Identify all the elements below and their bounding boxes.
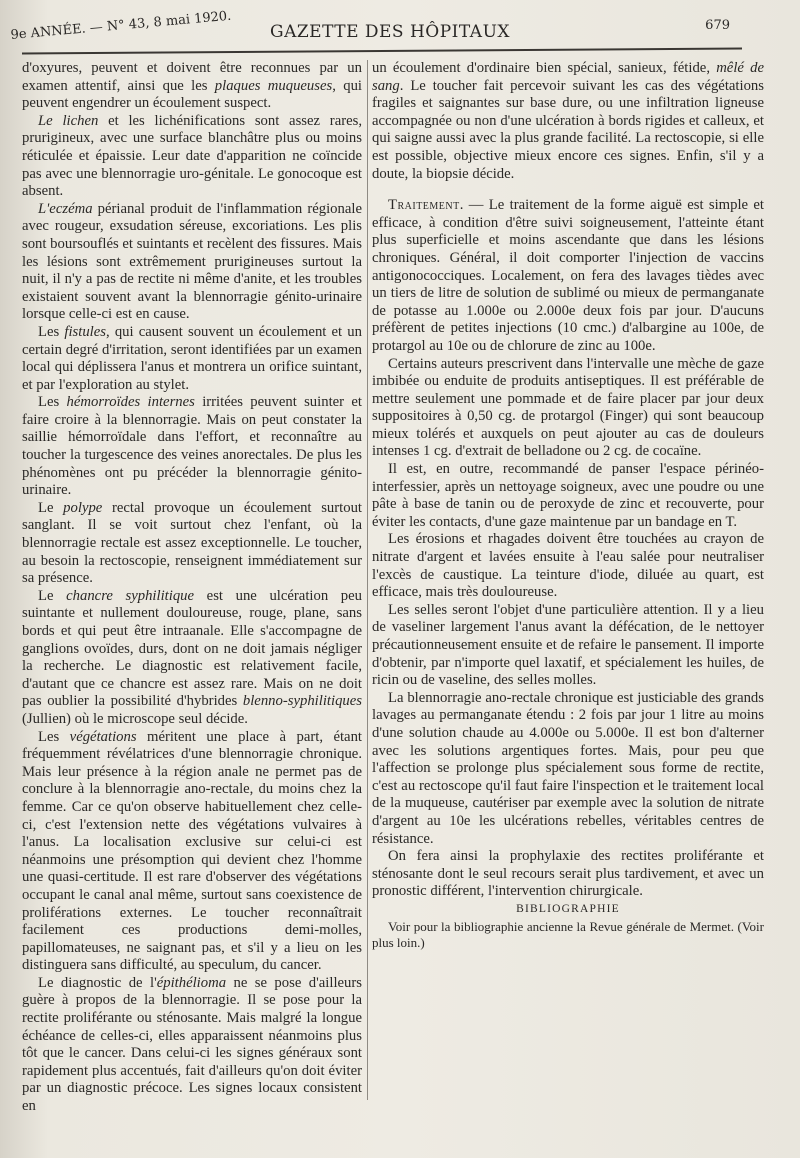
paragraph: Certains auteurs prescrivent dans l'intervalle une mèche de gaze imbibée ou enduite de produits antiseptiques. Il est préférable de mettre seulement une pommade et de faire placer par jour deux suppositoires à 0,50 cg. de protargol (Finger) qui sont beaucoup mieux tolérés et auxquels on peut ajouter au cas de douleurs intenses 1 cg. d'extrait de belladone ou 2 cg. de cocaïne. <box>372 355 764 460</box>
header-rule <box>22 47 742 54</box>
column-divider <box>367 60 368 1100</box>
paragraph: un écoulement d'ordinaire bien spécial, sanieux, fétide, mêlé de sang. Le toucher fait percevoir suivant les cas des végétations fragiles et saignantes sur base dure, ou une infiltration ligneuse accompagnée ou non d'une ulcération à bords rigides et calleux, et qui saigne aussi avec la plus grande facilité. La rectoscopie, si elle est possible, objective mieux encore ces signes. Enfin, s'il y a doute, la biopsie décide. <box>372 60 764 182</box>
paragraph: Les végétations méritent une place à part, étant fréquemment révélatrices d'une blennorragie chronique. Mais leur présence à la région anale ne permet pas de conclure à la blennorragie ano-rectale, du moins chez la femme. Car ce qu'on observe habituellement chez celle-ci, c'est l'extension nette des végétations vulvaires à l'anus. La localisation exclusive sur celui-ci est néanmoins une présomption qui devient chez l'homme une quasi-certitude. Il est rare d'observer des végétations occupant le canal anal même, surtout sans coexistence de proliférations externes. Le toucher reconnaîtrait facilement ces productions demi-molles, papillomateuses, ne saignant pas, et s'il y a lieu on les distinguera sans difficulté, au speculum, du cancer. <box>22 728 362 974</box>
paragraph: Traitement. — Le traitement de la forme aiguë est simple et efficace, à condition d'être suivi soigneusement, l'atteinte étant plus superficielle et moins ascendante que dans les lésions chroniques. Général, il doit comporter l'injection de vaccins antigonococciques. Localement, on fera des lavages tièdes avec un tiers de litre de solution de sublimé ou mieux de permanganate de potasse au 1.000e ou 2.000e deux fois par jour. D'aucuns préfèrent de petites injections (10 cmc.) d'albargine au 100e, de protargol au 10e ou de chlorure de zinc au 100e. <box>372 197 764 354</box>
paragraph: Les hémorroïdes internes irritées peuvent suinter et faire croire à la blennorragie. Mais on peut constater la saillie hémorroïdale dans l'effort, et reconnaître au toucher la turgescence des veines anorectales. De plus les phénomènes ont pu précéder la blennorragie génito-urinaire. <box>22 394 362 499</box>
page-header <box>0 8 800 48</box>
right-column-body <box>372 60 764 901</box>
paragraph: On fera ainsi la prophylaxie des rectites proliférante et sténosante dont le seul recours serait plus tardivement, et avec un pronostic différent, l'intervention chirurgicale. <box>372 848 764 900</box>
paragraph: d'oxyures, peuvent et doivent être reconnues par un examen attentif, ainsi que les plaques muqueuses, qui peuvent engendrer un écoulement suspect. <box>22 60 362 112</box>
paragraph: Les selles seront l'objet d'une particulière attention. Il y a lieu de vaseliner largement l'anus avant la défécation, de le nettoyer précautionneusement ensuite et de refaire le pansement. Il importe d'obtenir, par n'importe quel laxatif, et spécialement les huiles, de ricin ou de vaseline, des selles molles. <box>372 601 764 689</box>
page-number: 679 <box>705 18 730 33</box>
bibliography-title: BIBLIOGRAPHIE <box>516 902 620 915</box>
right-column <box>372 60 764 951</box>
paragraph: Le lichen et les lichénifications sont assez rares, prurigineux, avec une surface blanchâtre plus ou moins réticulée et épaissie. Leur date d'apparition ne coïncide pas avec une blennorragie uro-génitale. Le gonocoque est absent. <box>22 112 363 200</box>
paragraph: Le diagnostic de l'épithélioma ne se pose d'ailleurs guère à propos de la blennorragie. Il se pose pour la rectite proliférante ou sténosante. Mais malgré la longue échéance de celles-ci, elles apparaissent néanmoins plus tôt que le cancer. Dans celui-ci les signes généraux sont rapidement plus accentués, fait d'ailleurs qu'on doit éviter par un diagnostic précoce. Les signes locaux consistent en <box>22 974 362 1115</box>
paragraph: Les érosions et rhagades doivent être touchées au crayon de nitrate d'argent et lavées ensuite à l'eau salée pour neutraliser l'excès de caustique. La teinture d'iode, diluée au quart, est efficace, mais très douloureuse. <box>372 531 764 601</box>
journal-title: GAZETTE DES HÔPITAUX <box>270 22 511 42</box>
paragraph: Il est, en outre, recommandé de panser l'espace périnéo-interfessier, après un nettoyage soigneux, avec une poudre ou une pâte à base de tanin ou de peroxyde de zinc et recouverte, pour éviter les contacts, d'une gaze maintenue par un bandage en T. <box>372 461 764 530</box>
paragraph: Les fistules, qui causent souvent un écoulement et un certain degré d'irritation, seront identifiées par un examen local qui déplissera l'anus et montrera un orifice suintant, et par l'exploration au stylet. <box>22 323 362 393</box>
paragraph: Le chancre syphilitique est une ulcération peu suintante et nullement douloureuse, rouge, plane, sans bords et qui peut être intraanale. Elle s'accompagne de ganglions ovoïdes, durs, dont on ne doit jamais négliger la recherche. Le diagnostic est relativement facile, d'autant que ce chancre est assez rare. Mais on ne doit pas oublier la possibilité d'hybrides blenno-syphilitiques (Jullien) où le microscope seul décide. <box>22 587 362 727</box>
left-column <box>22 60 362 1116</box>
paragraph: La blennorragie ano-rectale chronique est justiciable des grands lavages au permanganate étendu : 2 fois par jour 1 litre au moins d'une solution chaude au 4.000e ou 5.000e. Il est bon d'alterner avec les solutions argentiques fortes. Mais, pour peu que l'affection se prolonge plus spécialement sous forme de rectite, c'est au rectoscope qu'il faut faire l'inspection et le traitement local de la muqueuse, cautériser par exemple avec la solution de nitrate d'argent au 10e les ulcérations rebelles, véritables centres de résistance. <box>372 689 764 847</box>
paragraph: Le polype rectal provoque un écoulement surtout sanglant. Il se voit surtout chez l'enfant, où la blennorragie rectale est assez exceptionnelle. Le toucher, au besoin la rectoscopie, renseignent immédiatement sur sa présence. <box>22 499 362 587</box>
bibliography-text: Voir pour la bibliographie ancienne la Revue générale de Mermet. (Voir plus loin.) <box>372 918 764 950</box>
issue-info: 9e ANNÉE. — N° 43, 8 mai 1920. <box>10 8 232 43</box>
paragraph: L'eczéma périanal produit de l'inflammation régionale avec rougeur, exsudation séreuse, excoriations. Les plis sont boursouflés et suintants et recèlent des fissures. Mais les lésions sont extrêmement prurigineuses surtout la nuit, il n'y a pas de rectite ni même d'anite, et les troubles existaient souvent avant la blennorragie génito-urinaire lorsque celle-ci est en cause. <box>22 200 362 323</box>
